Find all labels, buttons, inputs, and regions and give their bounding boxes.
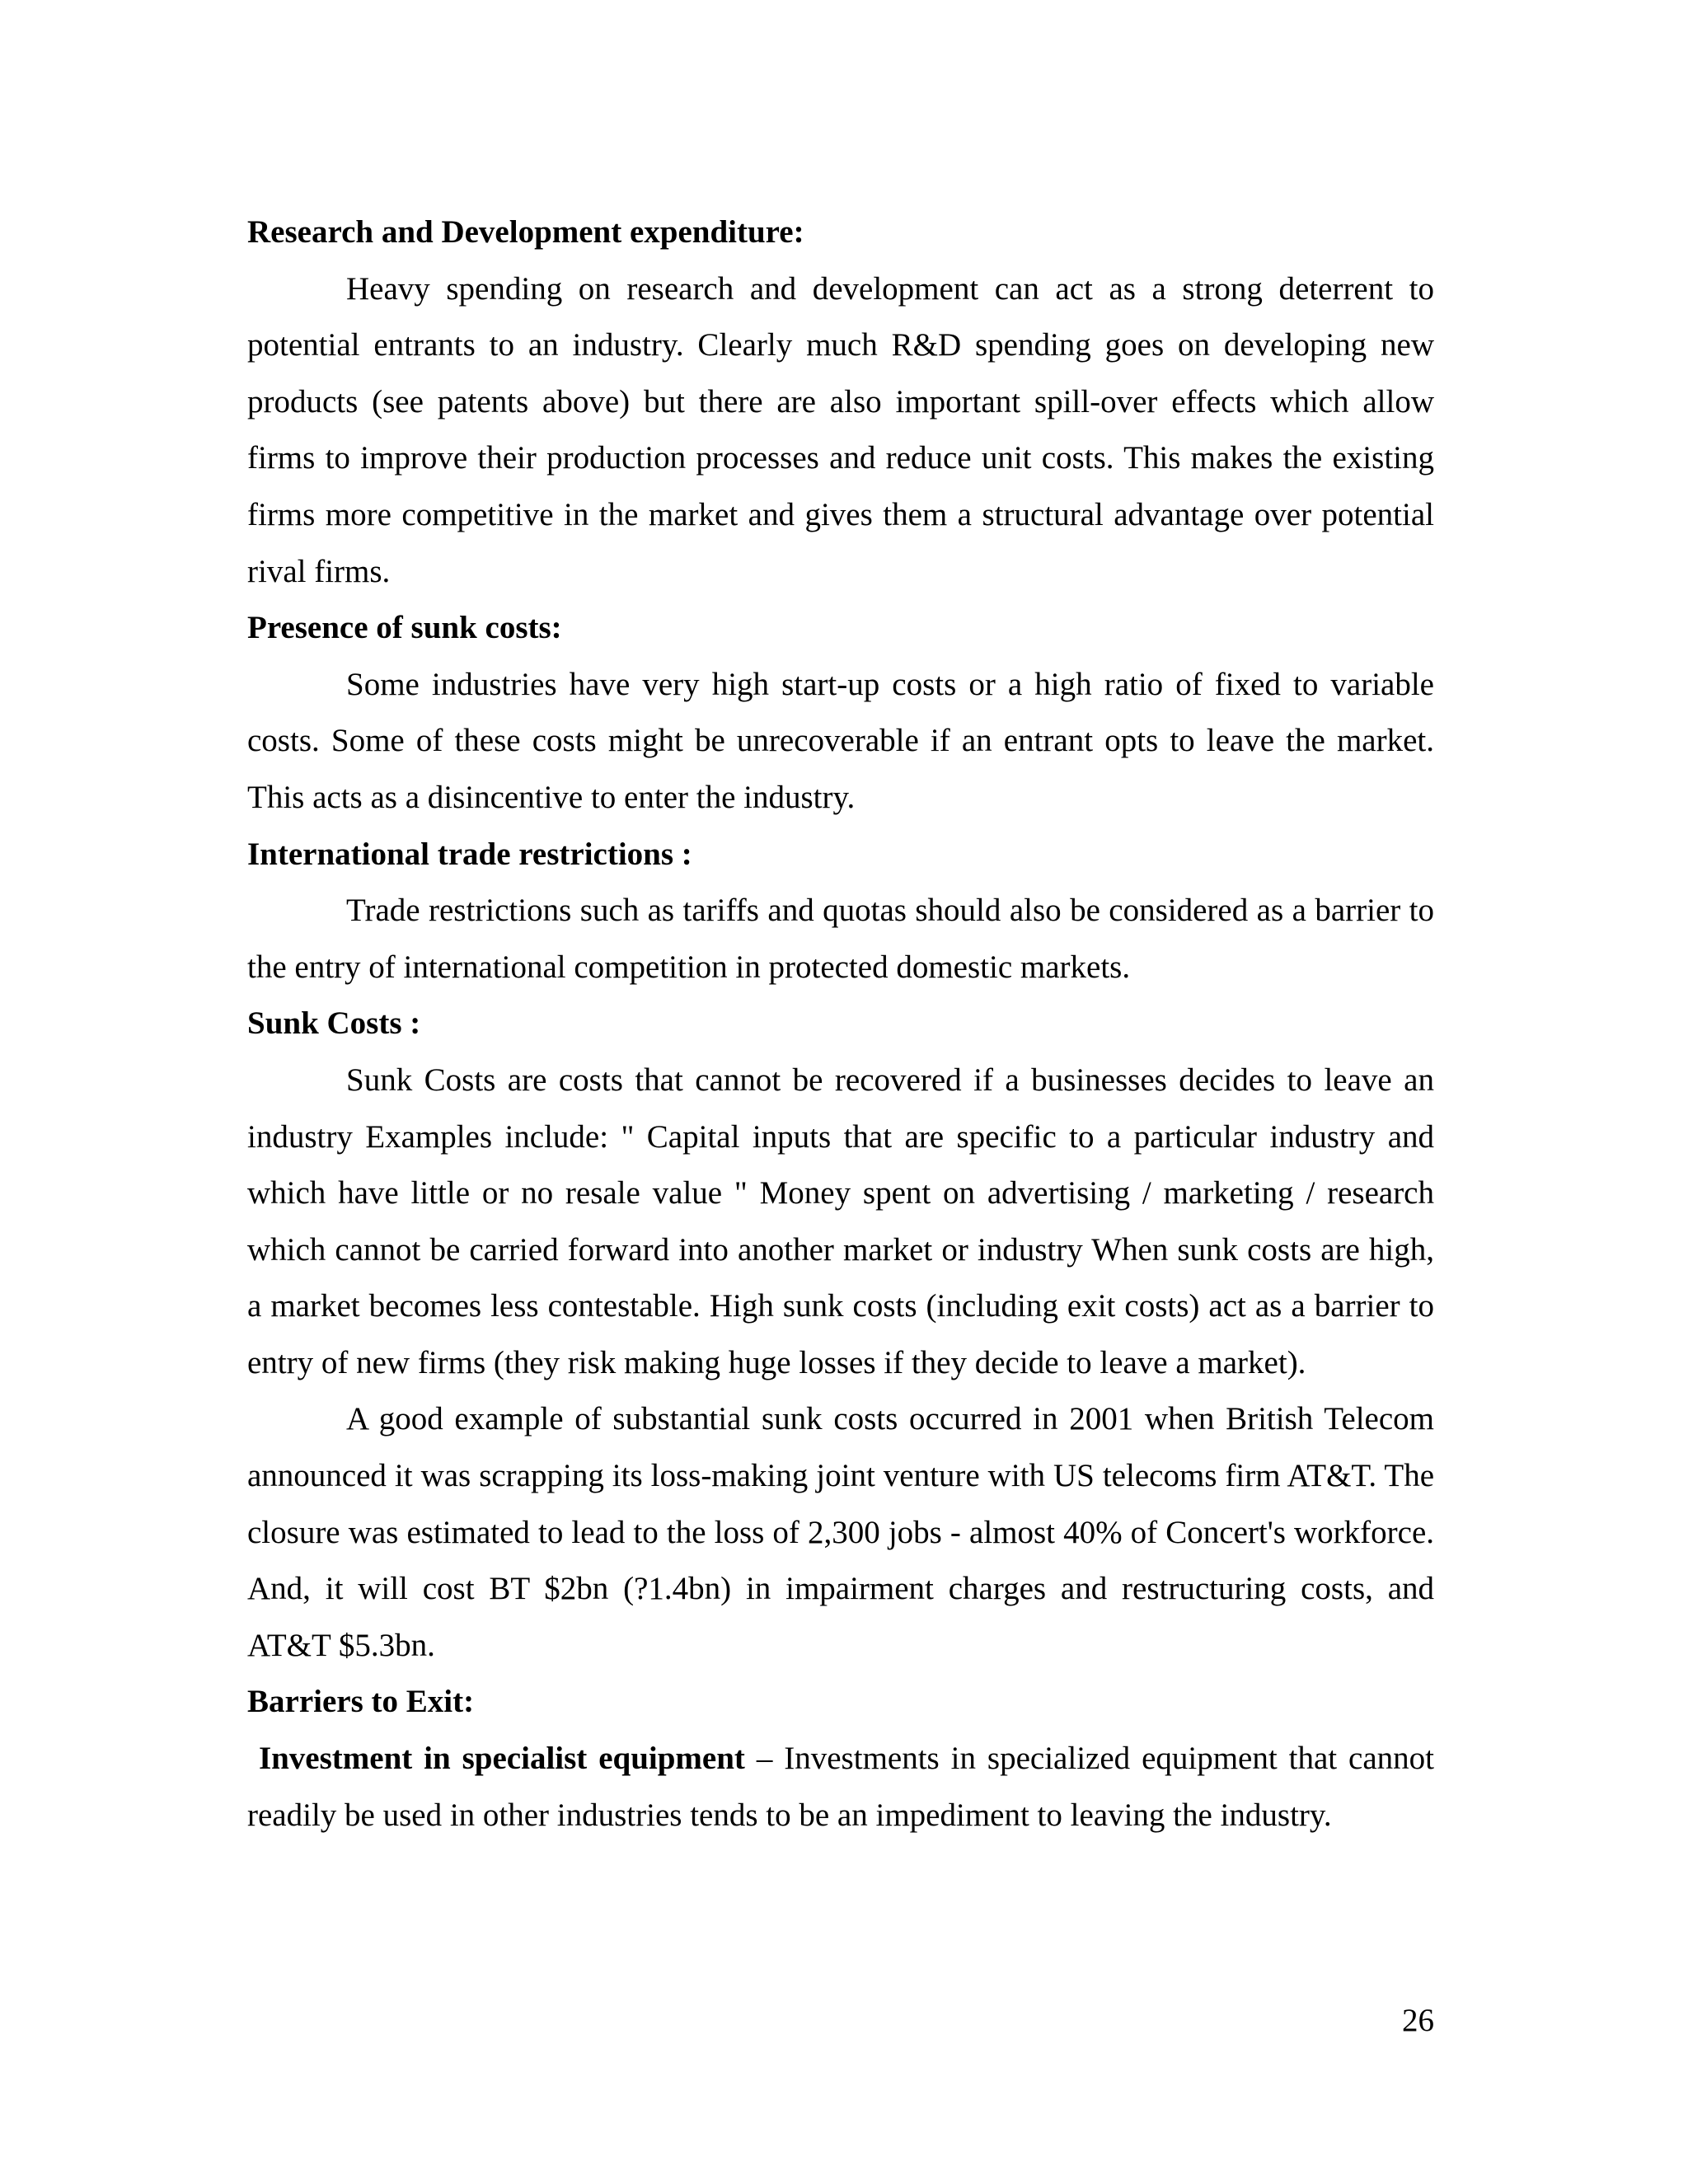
paragraph-specialist-equipment [247,1731,1434,1844]
paragraph-research-development: Heavy spending on research and development can act as a strong deterrent to potential entrants to an industry. Clearly much R&D spending goes on developing new products (see patents above) but there are also important spill-over effects which allow firms to improve their production processes and reduce unit costs. This makes the existing firms more competitive in the market and gives them a structural advantage over potential rival firms. [247,270,1434,589]
page-content [247,204,1434,1844]
heading-sunk-costs: Sunk Costs : [247,1005,421,1042]
page-number: 26 [1402,2003,1434,2038]
heading-research-development: Research and Development expenditure: [247,214,804,250]
paragraph-international-trade: Trade restrictions such as tariffs and quotas should also be considered as a barrier to the entry of international competition in protected domestic markets. [247,893,1434,985]
paragraph-presence-sunk-costs: Some industries have very high start-up costs or a high ratio of fixed to variable costs. Some of these costs might be unrecoverable if an entrant opts to leave the market. This acts as a disincentive to enter the industry. [247,666,1434,815]
paragraph-sunk-costs-definition: Sunk Costs are costs that cannot be recovered if a businesses decides to leave an industry Examples include: " Capital inputs that are specific to a particular industry and which have little or no resale value " Money spent on advertising / marketing / research which cannot be carried forward into another market or industry When sunk costs are high, a market becomes less contestable. High sunk costs (including exit costs) act as a barrier to entry of new firms (they risk making huge losses if they decide to leave a market). [247,1062,1434,1380]
heading-presence-sunk-costs: Presence of sunk costs: [247,610,562,646]
text-specialist-equipment: – Investments in specialized equipment that cannot readily be used in other industries tends to be an impediment to leaving the industry. [247,1741,1434,1833]
paragraph-sunk-costs-example: A good example of substantial sunk costs occurred in 2001 when British Telecom announced it was scrapping its loss-making joint venture with US telecoms firm AT&T. The closure was estimated to lead to the loss of 2,300 jobs - almost 40% of Concert's workforce. And, it will cost BT $2bn (?1.4bn) in impairment charges and restructuring costs, and AT&T $5.3bn. [247,1401,1434,1663]
lead-specialist-equipment: Investment in specialist equipment [258,1741,745,1777]
heading-international-trade: International trade restrictions : [247,836,692,872]
heading-barriers-to-exit: Barriers to Exit: [247,1684,475,1720]
